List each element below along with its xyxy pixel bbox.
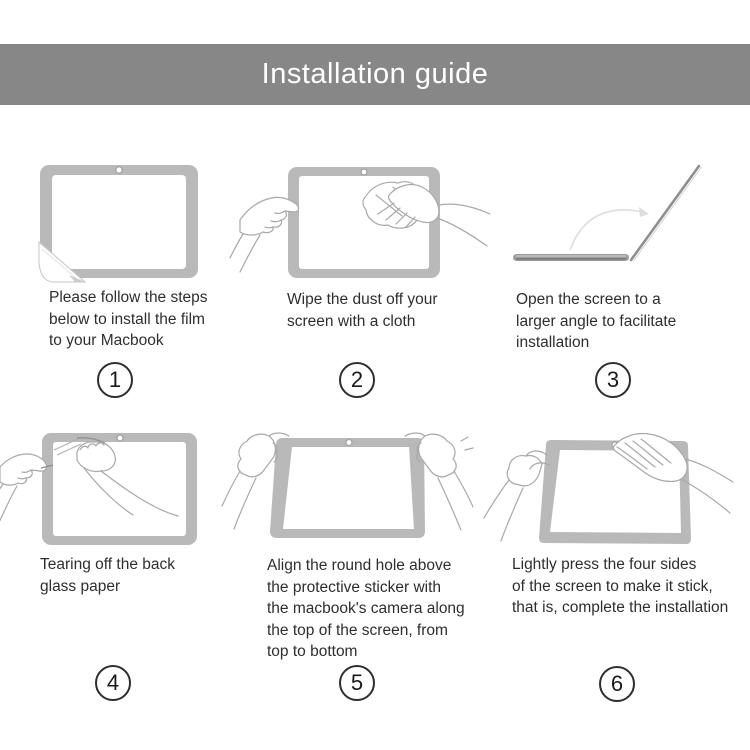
step-4-number-badge: 4	[95, 665, 131, 701]
step-6-text-line: that is, complete the installation	[512, 599, 729, 617]
step-5-number-badge: 5	[339, 665, 375, 701]
page-title: Installation guide	[261, 58, 489, 90]
screen-glass	[53, 442, 186, 536]
camera-dot	[117, 435, 123, 441]
step-4-text-line: Tearing off the back	[40, 556, 175, 573]
step-3-text-line: Open the screen to a	[516, 291, 661, 308]
step-3-text-line: larger angle to facilitate	[516, 312, 677, 330]
left-hand-pinching-edge	[484, 451, 549, 541]
step-1-text	[49, 287, 208, 352]
screen-glass	[283, 447, 414, 529]
step-3-number-badge: 3	[595, 362, 631, 398]
step-5-text-line: Align the round hole above	[267, 557, 452, 574]
step-5-text-line: the macbook's camera along	[267, 600, 465, 618]
step-4-text	[40, 554, 175, 597]
step-2-text-line: Wipe the dust off your	[287, 291, 438, 308]
step-1-number-badge: 1	[97, 362, 133, 398]
step-1-text-line: below to install the film	[49, 310, 205, 328]
step-4-text-line: glass paper	[40, 577, 121, 595]
laptop-base	[513, 254, 629, 261]
camera-dot	[361, 169, 367, 175]
header-banner	[0, 44, 750, 105]
step-5-text-line: top to bottom	[267, 643, 358, 661]
step-4-illustration-tear-backing-icon	[0, 423, 215, 553]
camera-dot	[346, 440, 352, 446]
step-1-text-line: Please follow the steps	[49, 289, 208, 306]
step-3-text	[516, 289, 676, 354]
step-6-illustration-press-sides-icon	[487, 423, 737, 558]
laptop-base-shadow	[516, 258, 626, 260]
screen-glass	[52, 175, 186, 269]
step-6-number-badge: 6	[599, 666, 635, 702]
step-1-text-line: to your Macbook	[49, 332, 164, 350]
step-6-text-line: of the screen to make it stick,	[512, 577, 713, 595]
step-6-text	[512, 554, 728, 619]
step-3-text-line: installation	[516, 334, 590, 352]
step-6-text-line: Lightly press the four sides	[512, 556, 697, 573]
step-5-text-line: the top of the screen, from	[267, 621, 448, 639]
step-2-text	[287, 289, 438, 332]
camera-dot	[116, 167, 122, 173]
step-1-illustration-peeling-film-icon	[30, 158, 210, 283]
step-2-number-badge: 2	[339, 362, 375, 398]
laptop-base-highlight	[516, 255, 626, 257]
open-direction-arrow	[570, 207, 649, 250]
step-3-illustration-open-laptop-icon	[500, 153, 730, 268]
step-5-illustration-align-film-icon	[225, 423, 495, 556]
step-2-text-line: screen with a cloth	[287, 312, 416, 330]
step-5-text	[267, 555, 465, 663]
step-5-text-line: the protective sticker with	[267, 578, 442, 596]
step-2-illustration-wipe-cloth-icon	[240, 150, 490, 285]
